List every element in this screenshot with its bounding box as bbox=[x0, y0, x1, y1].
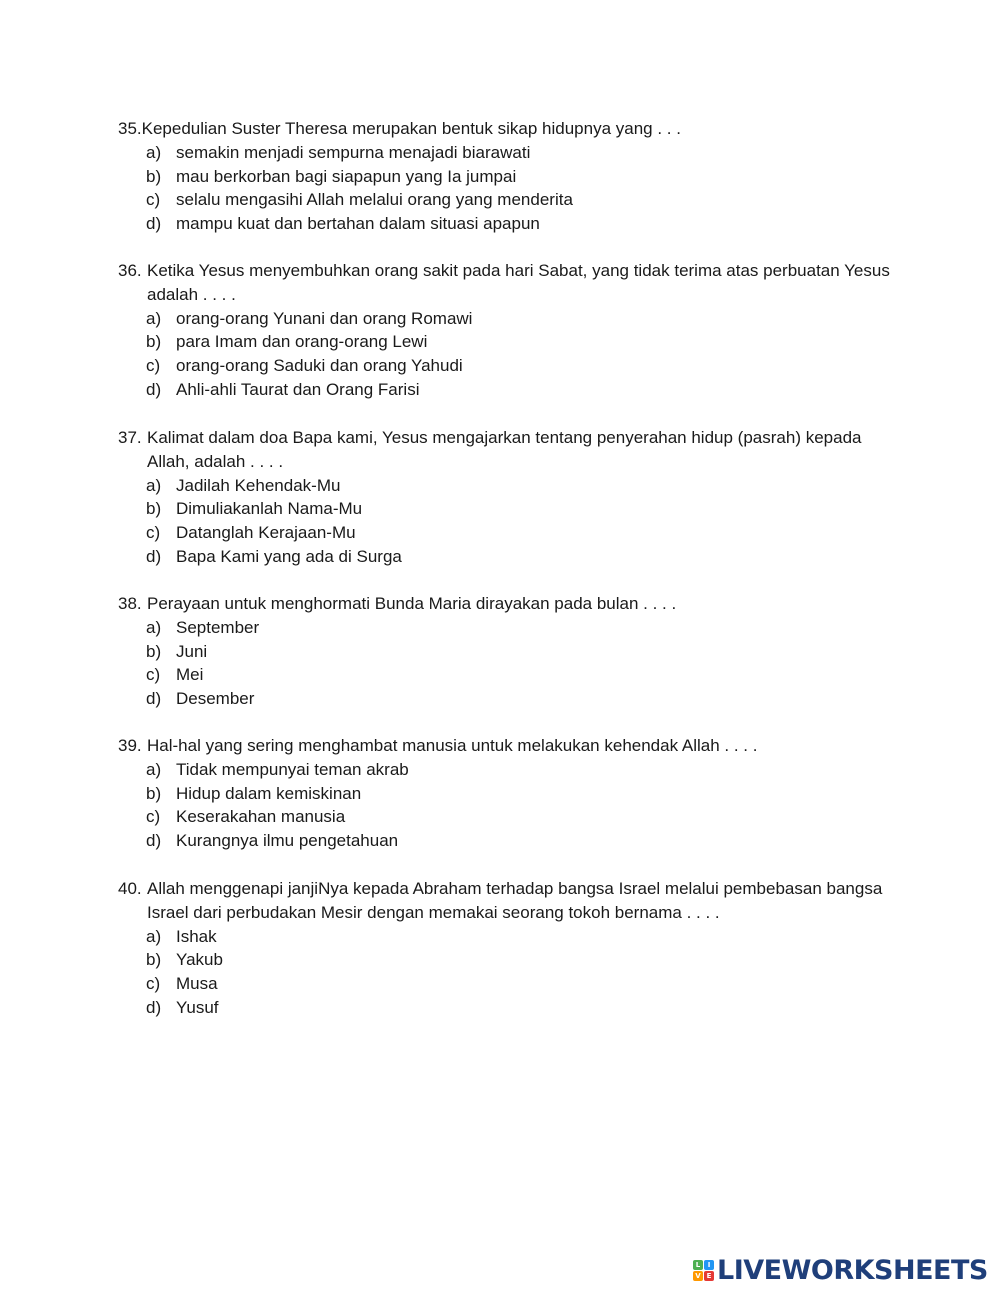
question-36 bbox=[118, 259, 898, 402]
question-stem bbox=[118, 734, 898, 758]
option-text: Juni bbox=[176, 641, 208, 661]
option-d[interactable] bbox=[146, 545, 898, 569]
option-letter: b) bbox=[146, 166, 162, 186]
question-number: 35. bbox=[118, 119, 142, 138]
option-letter: b) bbox=[146, 783, 162, 803]
option-b[interactable] bbox=[146, 497, 898, 521]
logo-mark-tile: V bbox=[693, 1271, 703, 1281]
option-text: semakin menjadi sempurna menajadi biarawati bbox=[176, 142, 531, 162]
option-letter: d) bbox=[146, 214, 162, 234]
option-text: Tidak mempunyai teman akrab bbox=[176, 759, 409, 779]
question-stem bbox=[118, 426, 898, 474]
option-d[interactable] bbox=[146, 378, 898, 402]
option-letter: d) bbox=[146, 689, 162, 709]
option-letter: a) bbox=[146, 475, 162, 495]
option-text: Kurangnya ilmu pengetahuan bbox=[176, 831, 399, 851]
option-text: Mei bbox=[176, 665, 204, 685]
option-d[interactable] bbox=[146, 829, 898, 853]
option-letter: b) bbox=[146, 950, 162, 970]
option-letter: a) bbox=[146, 617, 162, 637]
question-text: Hal-hal yang sering menghambat manusia untuk melakukan kehendak Allah . . . . bbox=[147, 736, 758, 755]
liveworksheets-logo[interactable] bbox=[693, 1255, 988, 1285]
option-c[interactable] bbox=[146, 354, 898, 378]
option-c[interactable] bbox=[146, 188, 898, 212]
option-c[interactable] bbox=[146, 663, 898, 687]
option-text: mampu kuat dan bertahan dalam situasi apapun bbox=[176, 214, 540, 234]
option-list bbox=[146, 474, 898, 569]
question-stem bbox=[118, 117, 898, 141]
option-text: Musa bbox=[176, 974, 218, 994]
option-text: Jadilah Kehendak-Mu bbox=[176, 475, 341, 495]
option-letter: c) bbox=[146, 974, 161, 994]
option-c[interactable] bbox=[146, 521, 898, 545]
question-number: 38. bbox=[118, 594, 142, 613]
option-a[interactable] bbox=[146, 141, 898, 165]
option-letter: a) bbox=[146, 926, 162, 946]
option-text: Datanglah Kerajaan-Mu bbox=[176, 523, 356, 543]
logo-mark-tile: E bbox=[704, 1271, 714, 1281]
question-39 bbox=[118, 734, 898, 853]
question-number: 36. bbox=[118, 261, 142, 280]
option-letter: d) bbox=[146, 546, 162, 566]
question-40 bbox=[118, 877, 898, 1020]
option-d[interactable] bbox=[146, 212, 898, 236]
option-b[interactable] bbox=[146, 330, 898, 354]
option-text: Keserakahan manusia bbox=[176, 807, 346, 827]
option-text: Desember bbox=[176, 689, 255, 709]
option-text: Dimuliakanlah Nama-Mu bbox=[176, 499, 363, 519]
option-list bbox=[146, 925, 898, 1020]
logo-mark-tile: I bbox=[704, 1260, 714, 1270]
option-text: Yusuf bbox=[176, 997, 219, 1017]
option-a[interactable] bbox=[146, 616, 898, 640]
question-35 bbox=[118, 117, 898, 236]
question-text: Kalimat dalam doa Bapa kami, Yesus mengajarkan tentang penyerahan hidup (pasrah) kepada Allah, adalah . . . . bbox=[147, 428, 862, 471]
option-text: orang-orang Yunani dan orang Romawi bbox=[176, 308, 473, 328]
option-letter: c) bbox=[146, 356, 161, 376]
option-letter: a) bbox=[146, 142, 162, 162]
question-stem bbox=[118, 259, 898, 307]
question-text: Allah menggenapi janjiNya kepada Abraham terhadap bangsa Israel melalui pembebasan bangsa Israel dari perbudakan Mesir dengan memakai seorang tokoh bernama . . . . bbox=[147, 879, 883, 922]
option-d[interactable] bbox=[146, 687, 898, 711]
option-list bbox=[146, 141, 898, 236]
option-letter: d) bbox=[146, 379, 162, 399]
option-a[interactable] bbox=[146, 758, 898, 782]
option-d[interactable] bbox=[146, 996, 898, 1020]
option-letter: c) bbox=[146, 523, 161, 543]
option-text: mau berkorban bagi siapapun yang Ia jumpai bbox=[176, 166, 517, 186]
option-a[interactable] bbox=[146, 474, 898, 498]
question-text: Perayaan untuk menghormati Bunda Maria dirayakan pada bulan . . . . bbox=[147, 594, 677, 613]
option-text: Hidup dalam kemiskinan bbox=[176, 783, 362, 803]
option-text: orang-orang Saduki dan orang Yahudi bbox=[176, 356, 463, 376]
question-text: Kepedulian Suster Theresa merupakan bentuk sikap hidupnya yang . . . bbox=[141, 119, 681, 138]
option-list bbox=[146, 616, 898, 711]
option-list bbox=[146, 307, 898, 402]
question-38 bbox=[118, 592, 898, 711]
option-letter: a) bbox=[146, 308, 162, 328]
option-text: para Imam dan orang-orang Lewi bbox=[176, 332, 428, 352]
option-list bbox=[146, 758, 898, 853]
question-stem bbox=[118, 592, 898, 616]
logo-mark-icon bbox=[693, 1260, 714, 1281]
option-b[interactable] bbox=[146, 165, 898, 189]
option-text: September bbox=[176, 617, 260, 637]
option-b[interactable] bbox=[146, 640, 898, 664]
question-text: Ketika Yesus menyembuhkan orang sakit pada hari Sabat, yang tidak terima atas perbuatan Yesus adalah . . . . bbox=[147, 261, 890, 304]
option-text: Bapa Kami yang ada di Surga bbox=[176, 546, 402, 566]
option-letter: c) bbox=[146, 807, 161, 827]
option-c[interactable] bbox=[146, 805, 898, 829]
option-letter: a) bbox=[146, 759, 162, 779]
option-b[interactable] bbox=[146, 948, 898, 972]
logo-mark-tile: L bbox=[693, 1260, 703, 1270]
option-letter: b) bbox=[146, 641, 162, 661]
option-text: selalu mengasihi Allah melalui orang yang menderita bbox=[176, 190, 573, 210]
option-letter: c) bbox=[146, 190, 161, 210]
option-a[interactable] bbox=[146, 925, 898, 949]
option-b[interactable] bbox=[146, 782, 898, 806]
option-letter: b) bbox=[146, 499, 162, 519]
logo-text: LIVEWORKSHEETS bbox=[717, 1254, 988, 1286]
option-text: Yakub bbox=[176, 950, 223, 970]
option-c[interactable] bbox=[146, 972, 898, 996]
option-letter: c) bbox=[146, 665, 161, 685]
option-letter: d) bbox=[146, 997, 162, 1017]
option-text: Ishak bbox=[176, 926, 217, 946]
question-stem bbox=[118, 877, 898, 925]
question-37 bbox=[118, 426, 898, 569]
question-number: 39. bbox=[118, 736, 142, 755]
option-a[interactable] bbox=[146, 307, 898, 331]
question-number: 37. bbox=[118, 428, 142, 447]
option-letter: d) bbox=[146, 831, 162, 851]
option-letter: b) bbox=[146, 332, 162, 352]
question-number: 40. bbox=[118, 879, 142, 898]
option-text: Ahli-ahli Taurat dan Orang Farisi bbox=[176, 379, 420, 399]
